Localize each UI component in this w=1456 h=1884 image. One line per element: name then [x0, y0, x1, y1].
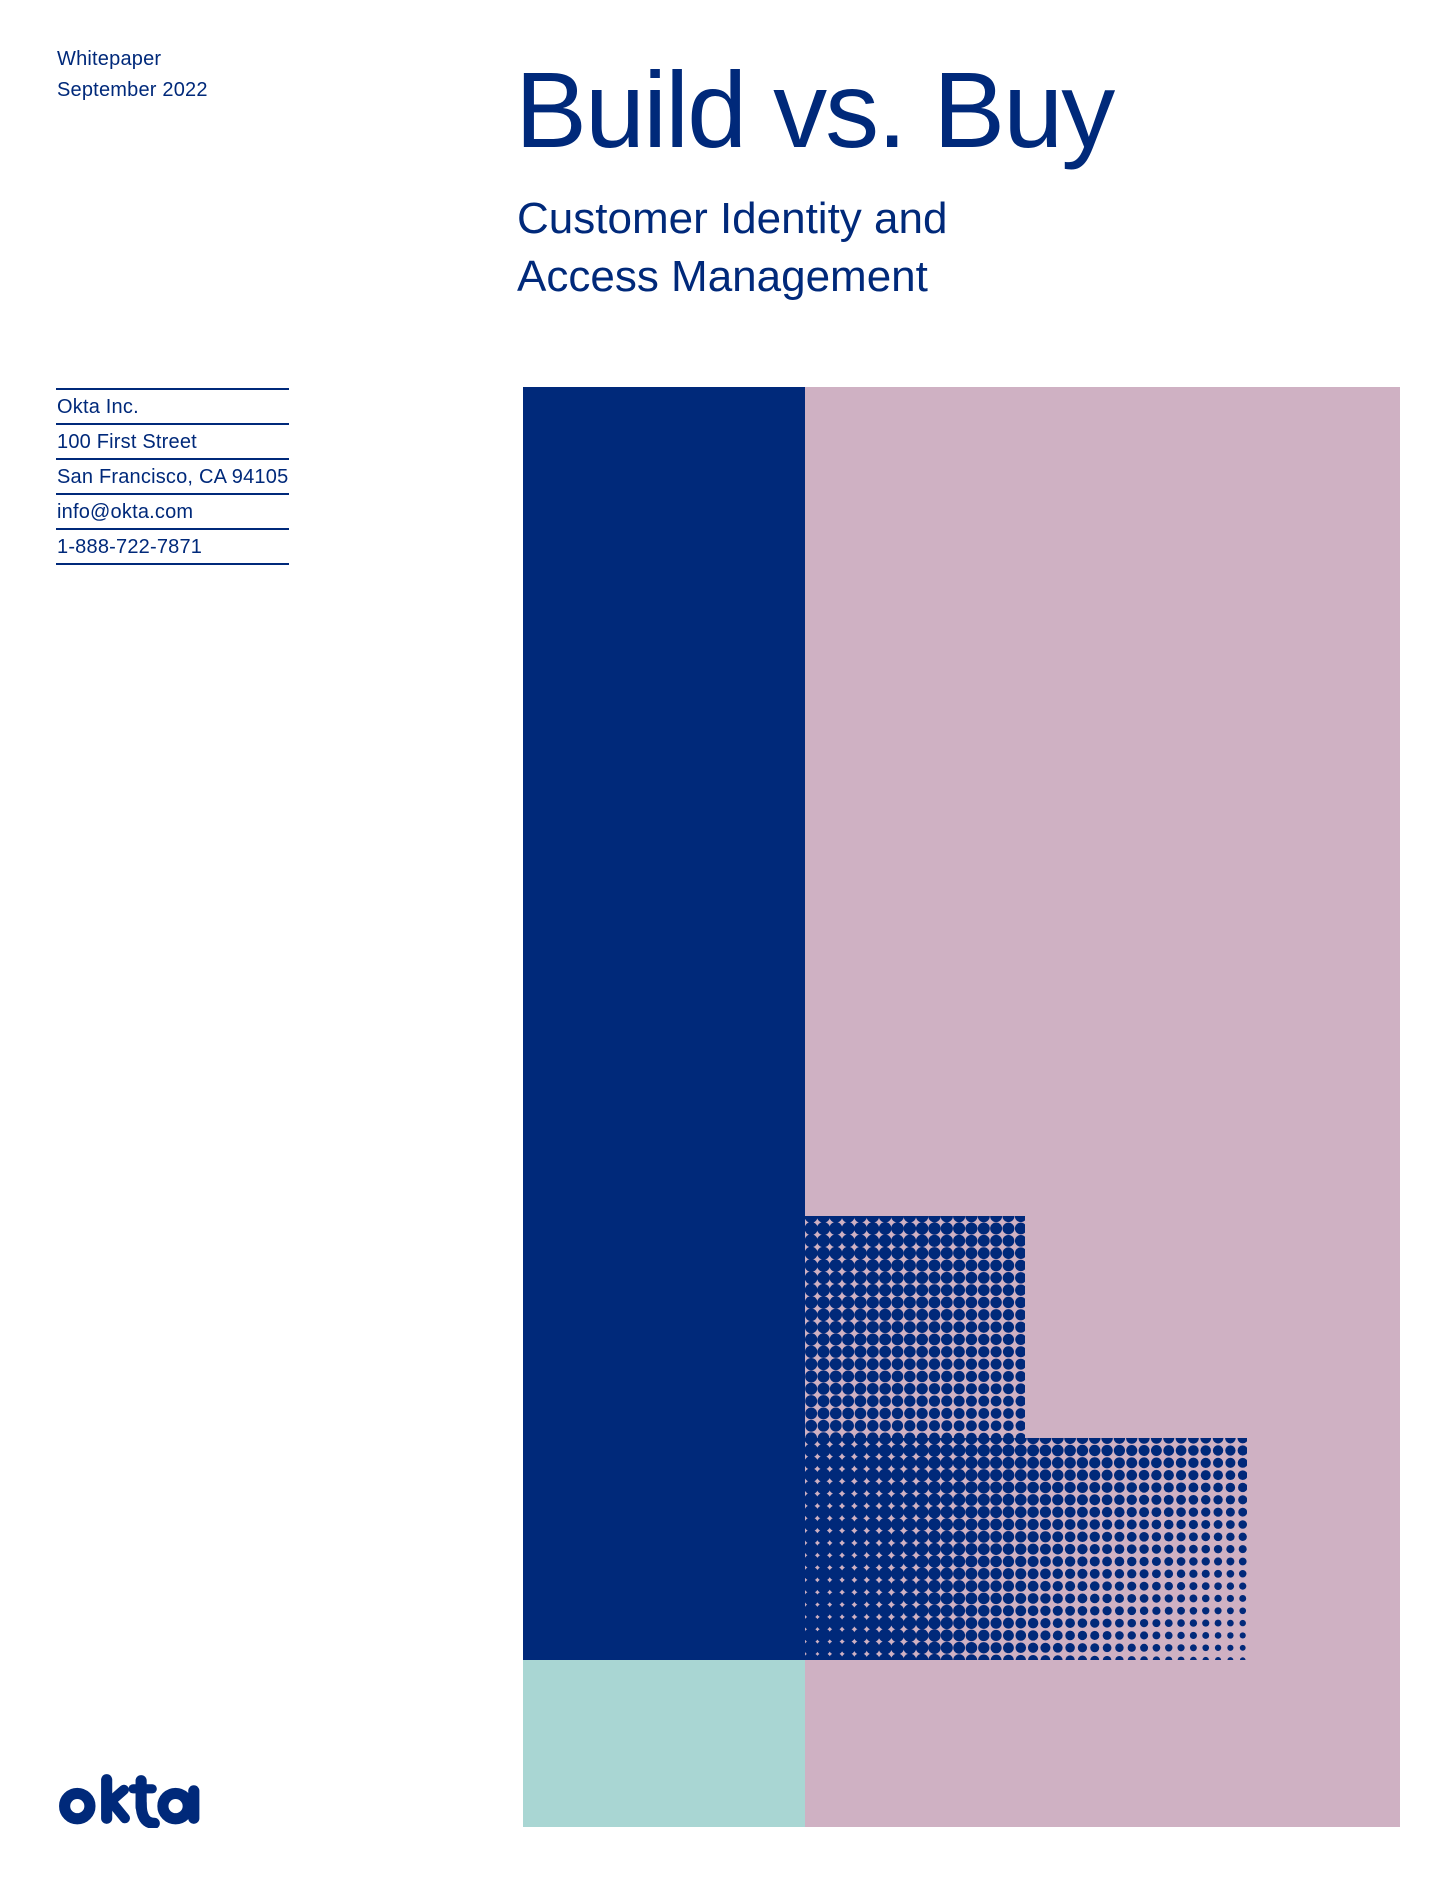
subtitle-line-1: Customer Identity and	[517, 194, 948, 243]
document-type-label: Whitepaper	[57, 48, 162, 70]
document-meta	[57, 44, 208, 106]
okta-logo	[56, 1772, 208, 1828]
navy-rectangle	[523, 387, 805, 1660]
contact-street: 100 First Street	[56, 423, 289, 458]
contact-city: San Francisco, CA 94105	[56, 458, 289, 493]
page-subtitle	[517, 190, 947, 306]
cover-artwork	[523, 387, 1400, 1827]
contact-phone: 1-888-722-7871	[56, 528, 289, 563]
teal-square	[523, 1660, 805, 1827]
document-date: September 2022	[57, 79, 208, 101]
halftone-dots-upper	[805, 1216, 1025, 1438]
subtitle-line-2: Access Management	[517, 252, 928, 301]
halftone-dots-lower	[805, 1438, 1247, 1660]
contact-company: Okta Inc.	[56, 388, 289, 423]
page-title: Build vs. Buy	[515, 49, 1114, 170]
contact-info	[56, 388, 289, 565]
okta-logo-mark	[56, 1772, 208, 1828]
contact-email: info@okta.com	[56, 493, 289, 528]
